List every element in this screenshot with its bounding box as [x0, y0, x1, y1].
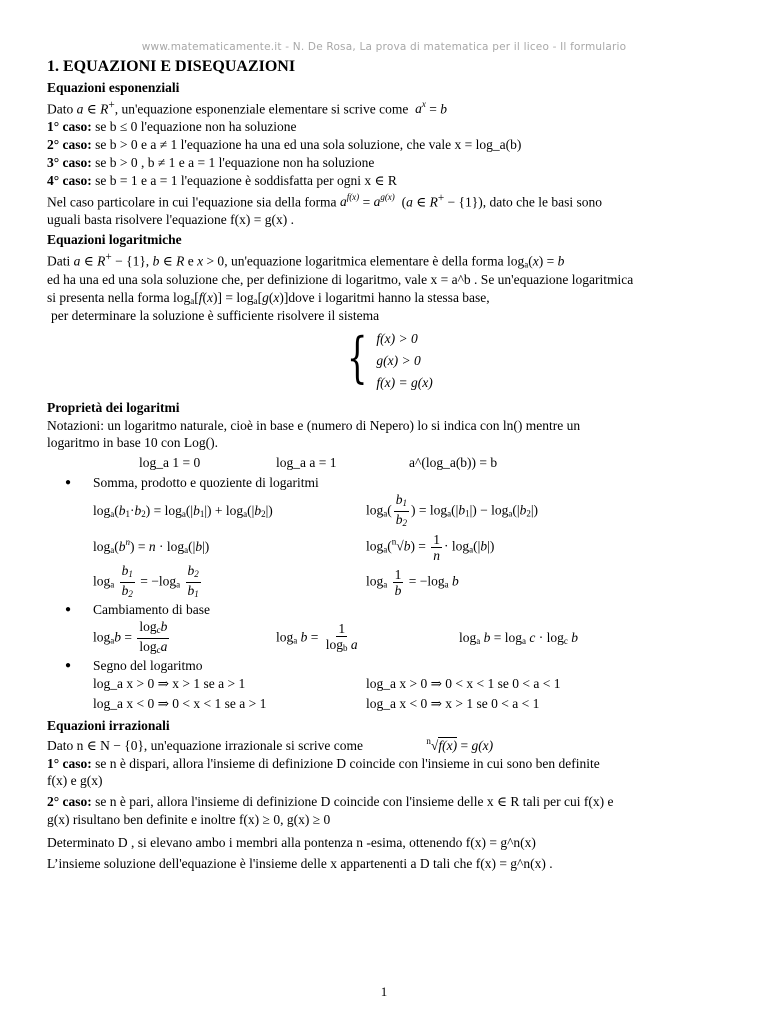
formula: loga $\frac{1}{b}$ = −loga b: [366, 567, 459, 598]
bullet-base-change: ● Cambiamento di base: [65, 602, 210, 617]
log-system: [340, 325, 737, 394]
bullet-sign: ● Segno del logaritmo: [65, 657, 203, 673]
heading-logarithmic: Equazioni logaritmiche: [47, 232, 182, 247]
formula: loga $\frac{b1}{b2}$ = −loga $\frac{b2}{b1}$: [93, 563, 199, 599]
exp-case-2: 2° caso: se b > 0 e a ≠ 1 l'equazione ha una ed una sola soluzione, che vale x = log_a(b): [47, 137, 522, 153]
page-number: 1: [380, 984, 388, 999]
page-header: www.matematicamente.it - N. De Rosa, La prova di matematica per il liceo - Il formulario: [141, 41, 627, 53]
system-line: f(x) = g(x): [376, 374, 433, 390]
section-title: 1. EQUAZIONI E DISEQUAZIONI: [47, 58, 296, 75]
bullet-sum: ● Somma, prodotto e quoziente di logaritmi: [65, 475, 319, 491]
sign-formulas: [93, 675, 737, 715]
irr-case-2b: g(x) risultano ben definite e inoltre f(x) ≥ 0, g(x) ≥ 0: [47, 812, 331, 828]
irr-case-1: 1° caso: se n è dispari, allora l'insieme di definizione D coincide con l'insieme in cui sono ben definite: [47, 755, 600, 771]
bullet-icon: ●: [65, 604, 72, 616]
sum-formulas: [93, 492, 737, 602]
exp-special: Nel caso particolare in cui l'equazione sia della forma $a^{f(x)} = a^{g(x)}$ (a ∈ R+ − {1}), dato che le basi sono: [47, 191, 602, 210]
formula: loga( $\frac{b1}{b2}$ ) = loga(|b1|) − loga(|b2|): [366, 492, 539, 528]
formula: loga(b1·b2) = loga(|b1|) + loga(|b2|): [93, 502, 273, 519]
prop-notes-1: Notazioni: un logaritmo naturale, cioè in base e (numero di Nepero) lo si indica con ln() mentre un: [47, 417, 581, 433]
irr-intro: Dato n ∈ N − {0}, un'equazione irrazionale si scrive come $^n$√f(x) = g(x): [47, 735, 494, 753]
brace-icon: {: [346, 325, 368, 389]
formula: log_a x > 0 ⇒ x > 1 se a > 1: [93, 676, 246, 692]
heading-irrational: Equazioni irrazionali: [47, 717, 170, 733]
heading-properties: Proprietà dei logaritmi: [47, 399, 180, 415]
exp-case-4: 4° caso: se b = 1 e a = 1 l'equazione è soddisfatta per ogni x ∈ R: [47, 172, 397, 188]
log-line-2: ed ha una ed una sola soluzione che, per definizione di logaritmo, vale x = a^b . Se un'equazione logaritmica: [47, 271, 634, 287]
formula: log_a x < 0 ⇒ x > 1 se 0 < a < 1: [366, 696, 540, 712]
formula: loga b = loga c · logc b: [459, 629, 579, 646]
exp-case-3: 3° caso: se b > 0 , b ≠ 1 e a = 1 l'equazione non ha soluzione: [47, 155, 375, 170]
exp-case-1: 1° caso: se b ≤ 0 l'equazione non ha soluzione: [47, 119, 297, 135]
formula: loga b = $\frac{1}{\text{logb a}}$: [276, 620, 358, 653]
page-content: [47, 57, 737, 874]
bullet-icon: ●: [65, 660, 72, 672]
exp-intro: Dato a ∈ R+, un'equazione esponenziale elementare si scrive come $a^x = b$: [47, 98, 448, 117]
prop-notes-2: logaritmo in base 10 con Log().: [47, 435, 218, 451]
irr-case-2: 2° caso: se n è pari, allora l'insieme di definizione D coincide con l'insieme delle x ∈ R tali per cui f(x) e: [47, 794, 614, 810]
formula: log_a 1 = 0: [139, 455, 201, 471]
bullet-icon: ●: [65, 477, 72, 489]
exp-special-2: uguali basta risolvere l'equazione f(x) = g(x) .: [47, 212, 294, 228]
system-line: f(x) > 0: [376, 330, 418, 346]
log-line-3: si presenta nella forma loga[f(x)] = loga[g(x)]dove i logaritmi hanno la stessa base,: [47, 289, 490, 306]
base-formulas: [93, 619, 737, 658]
formula: log_a x > 0 ⇒ 0 < x < 1 se 0 < a < 1: [366, 676, 561, 692]
formula: logab = $\frac{\text{logcb}}{\text{logca}}$: [93, 618, 168, 655]
log-line-4: per determinare la soluzione è sufficiente risolvere il sistema: [51, 307, 380, 323]
formula: loga($^n$√b) = $\frac{1}{n}$ · loga(|b|): [366, 531, 495, 563]
formula: a^(log_a(b)) = b: [409, 455, 498, 471]
irr-final: L’insieme soluzione dell'equazione è l'insieme delle x appartenenti a D tali che f(x) = g^n(x) .: [47, 855, 553, 871]
irr-case-1b: f(x) e g(x): [47, 773, 103, 789]
heading-exponential: Equazioni esponenziali: [47, 80, 180, 95]
formula: $\log a(b^n) = n \cdot \log a(|b|)$: [93, 537, 210, 556]
basic-props: [139, 455, 737, 472]
log-line-1: Dati a ∈ R+ − {1}, b ∈ R e x > 0, un'equazione logaritmica elementare è della forma loga(x) = b: [47, 250, 565, 270]
formula: log_a x < 0 ⇒ 0 < x < 1 se a > 1: [93, 696, 267, 712]
system-line: g(x) > 0: [376, 352, 421, 368]
irr-det: Determinato D , si elevano ambo i membri alla pontenza n -esima, ottenendo f(x) = g^n(x): [47, 835, 536, 850]
formula: log_a a = 1: [276, 455, 337, 471]
